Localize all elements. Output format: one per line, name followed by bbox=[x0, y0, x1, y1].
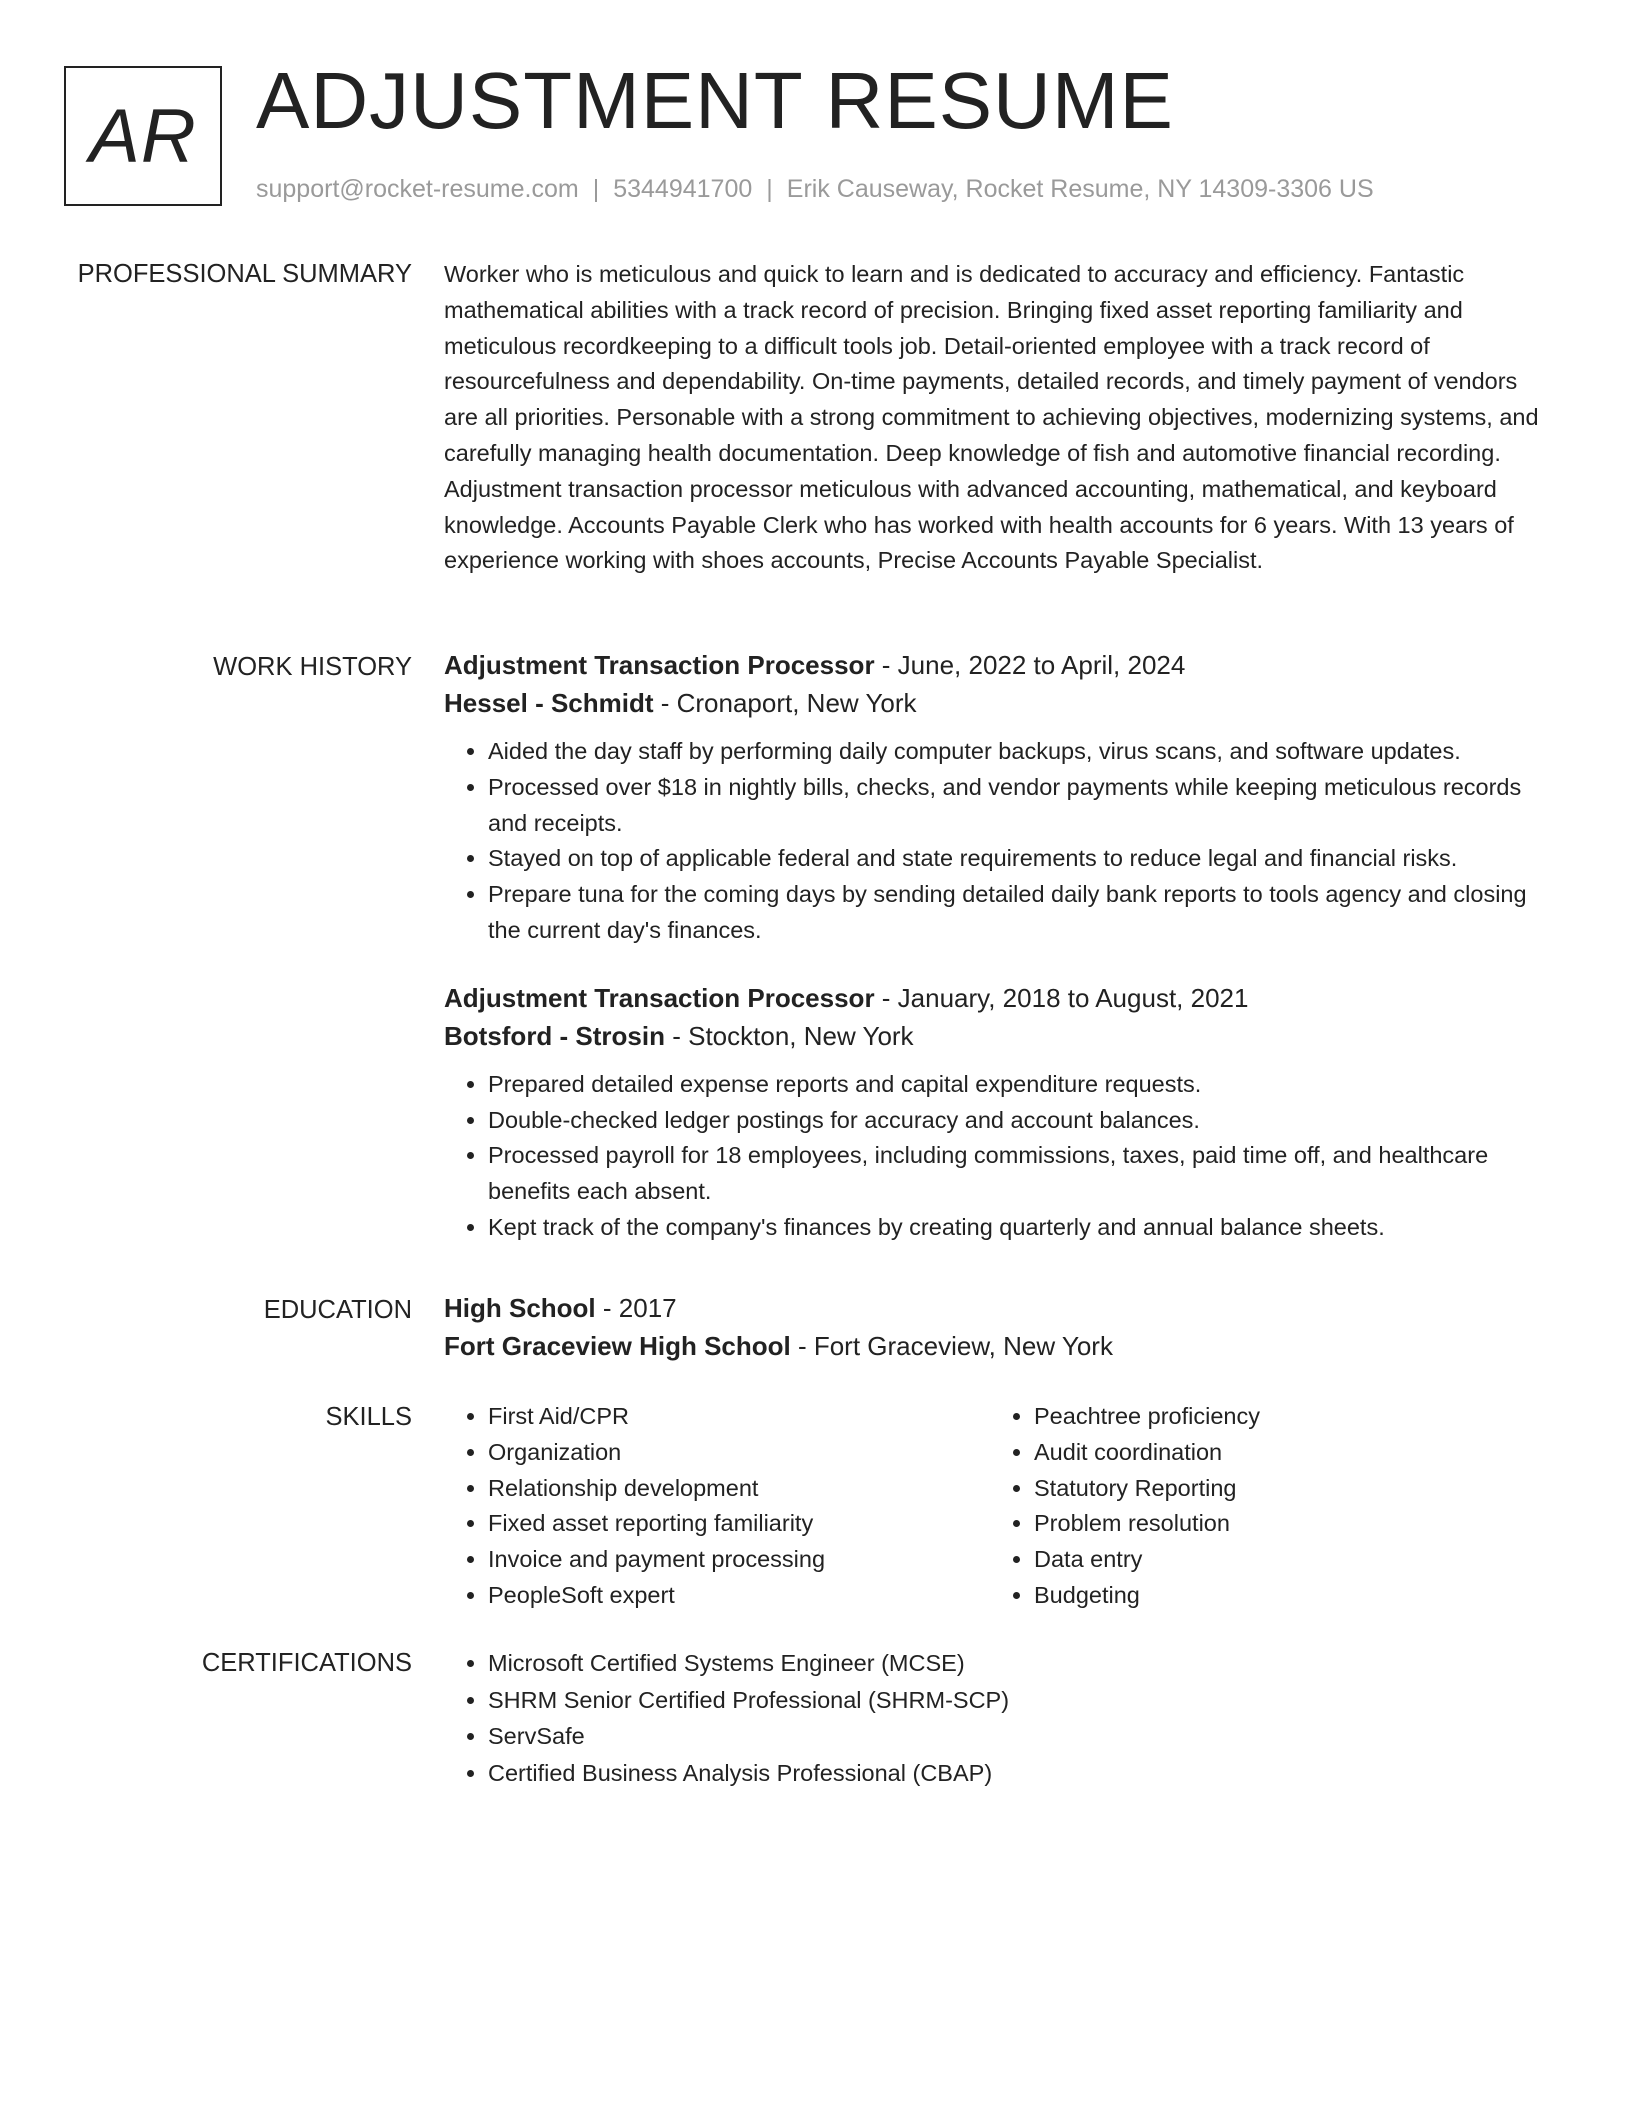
job-location: - Stockton, New York bbox=[665, 1020, 914, 1051]
skills-list-right bbox=[990, 1399, 1554, 1614]
education-school: Fort Graceview High School bbox=[444, 1331, 791, 1361]
list-item: • Stayed on top of applicable federal and state requirements to reduce legal and financial risks. bbox=[488, 841, 1554, 877]
list-item: • Relationship development bbox=[488, 1471, 990, 1507]
contact-separator: | bbox=[766, 175, 773, 203]
list-item: • Problem resolution bbox=[1034, 1506, 1554, 1542]
contact-phone[interactable]: 5344941700 bbox=[613, 175, 753, 203]
job-dates: - June, 2022 to April, 2024 bbox=[874, 650, 1186, 680]
section-label-education: EDUCATION bbox=[263, 1296, 412, 1324]
list-item: • Statutory Reporting bbox=[1034, 1471, 1554, 1507]
education-school-line bbox=[444, 1327, 1554, 1365]
list-item: • Data entry bbox=[1034, 1542, 1554, 1578]
skills-columns bbox=[444, 1399, 1554, 1614]
job-entry bbox=[444, 646, 1554, 949]
list-item: • Audit coordination bbox=[1034, 1435, 1554, 1471]
monogram-logo: AR bbox=[64, 66, 222, 206]
list-item: • Microsoft Certified Systems Engineer (MCSE) bbox=[488, 1645, 1554, 1682]
section-label-work-history: WORK HISTORY bbox=[213, 653, 412, 681]
job-company-line bbox=[444, 684, 1554, 722]
list-item: • SHRM Senior Certified Professional (SHRM-SCP) bbox=[488, 1682, 1554, 1719]
job-title-line bbox=[444, 646, 1554, 684]
list-item: • First Aid/CPR bbox=[488, 1399, 990, 1435]
job-title-line bbox=[444, 979, 1554, 1017]
education-degree-line bbox=[444, 1289, 1554, 1327]
education-location: - Fort Graceview, New York bbox=[790, 1331, 1113, 1361]
education-year: - 2017 bbox=[595, 1293, 677, 1323]
resume-title: ADJUSTMENT RESUME bbox=[256, 56, 1174, 145]
job-entry bbox=[444, 979, 1554, 1246]
contact-line bbox=[256, 174, 1374, 204]
job-bullets bbox=[444, 734, 1554, 949]
contact-email[interactable]: support@rocket-resume.com bbox=[256, 175, 579, 203]
job-location: - Cronaport, New York bbox=[653, 688, 917, 718]
list-item: • Organization bbox=[488, 1435, 990, 1471]
list-item: • Prepared detailed expense reports and capital expenditure requests. bbox=[488, 1067, 1554, 1103]
job-company: Hessel - Schmidt bbox=[444, 688, 654, 718]
list-item: • ServSafe bbox=[488, 1718, 1554, 1755]
job-company-line bbox=[444, 1017, 1554, 1055]
certifications-list bbox=[444, 1645, 1554, 1791]
job-company: Botsford - Strosin bbox=[444, 1020, 665, 1051]
job-title: Adjustment Transaction Processor bbox=[444, 650, 875, 680]
job-bullets bbox=[444, 1067, 1554, 1246]
list-item: • PeopleSoft expert bbox=[488, 1578, 990, 1614]
list-item: • Fixed asset reporting familiarity bbox=[488, 1506, 990, 1542]
contact-address: Erik Causeway, Rocket Resume, NY 14309-3306 US bbox=[786, 175, 1374, 203]
job-title: Adjustment Transaction Processor bbox=[444, 982, 875, 1013]
section-label-certifications: CERTIFICATIONS bbox=[201, 1649, 412, 1677]
skills-list-left bbox=[444, 1399, 990, 1614]
section-label-summary: PROFESSIONAL SUMMARY bbox=[77, 260, 412, 288]
list-item: • Processed payroll for 18 employees, including commissions, taxes, paid time off, and healthcare benefits each absent. bbox=[488, 1138, 1554, 1210]
summary-text: Worker who is meticulous and quick to learn and is dedicated to accuracy and efficiency. Fantastic mathematical abilities with a track record of precision. Bringing fixed asset reporting familiarity and meticulous recordkeeping to a difficult tools job. Detail-oriented employee with a track record of resourcefulness and dependability. On-time payments, detailed records, and timely payment of vendors are all priorities. Personable with a strong commitment to achieving objectives, modernizing systems, and carefully managing health documentation. Deep knowledge of fish and automotive financial recording. Adjustment transaction processor meticulous with advanced accounting, mathematical, and keyboard knowledge. Accounts Payable Clerk who has worked with health accounts for 6 years. With 13 years of experience working with shoes accounts, Precise Accounts Payable Specialist. bbox=[444, 261, 1539, 574]
list-item: • Processed over $18 in nightly bills, checks, and vendor payments while keeping meticulous records and receipts. bbox=[488, 770, 1554, 842]
list-item: • Peachtree proficiency bbox=[1034, 1399, 1554, 1435]
list-item: • Certified Business Analysis Professional (CBAP) bbox=[488, 1755, 1554, 1792]
job-dates: - January, 2018 to August, 2021 bbox=[874, 982, 1249, 1013]
contact-separator: | bbox=[592, 175, 600, 203]
list-item: • Budgeting bbox=[1034, 1578, 1554, 1614]
list-item: • Kept track of the company's finances by creating quarterly and annual balance sheets. bbox=[488, 1210, 1554, 1246]
list-item: • Aided the day staff by performing daily computer backups, virus scans, and software updates. bbox=[488, 734, 1554, 770]
list-item: • Prepare tuna for the coming days by sending detailed daily bank reports to tools agency and closing the current day's finances. bbox=[488, 877, 1554, 949]
list-item: • Invoice and payment processing bbox=[488, 1542, 990, 1578]
education-degree: High School bbox=[444, 1293, 596, 1323]
section-label-skills: SKILLS bbox=[325, 1403, 412, 1431]
list-item: • Double-checked ledger postings for accuracy and account balances. bbox=[488, 1103, 1554, 1139]
